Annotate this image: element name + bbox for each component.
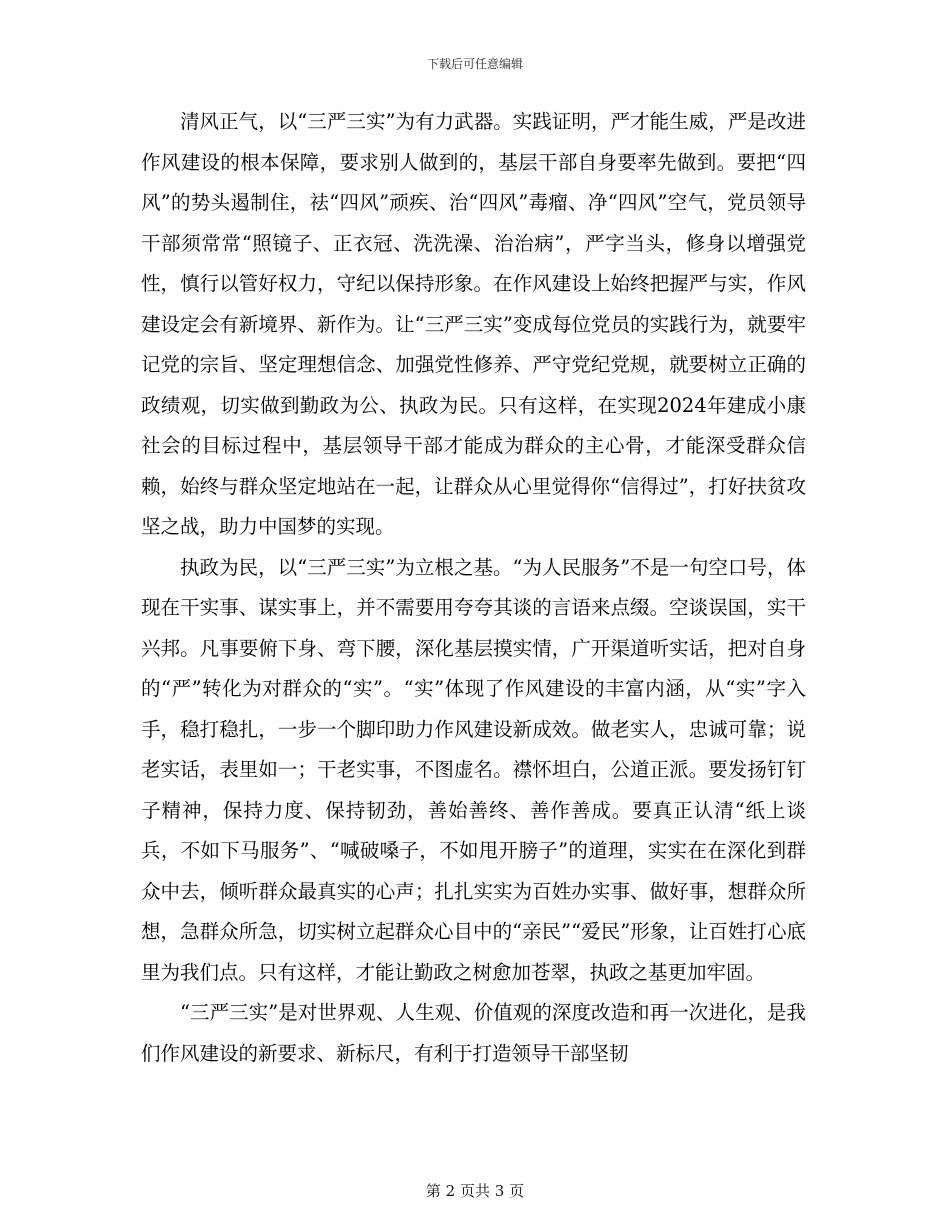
paragraph-1: 清风正气，以“三严三实”为有力武器。实践证明，严才能生威，严是改进作风建设的根本保障，要求别人做到的，基层干部自身要率先做到。要把“四风”的势头遏制住，祛“四风”顽疾、治“四风”毒瘤、净“四风”空气，党员领导干部须常常“照镜子、正衣冠、洗洗澡、治治病”，严字当头，修身以增强党性，慎行以管好权力，守纪以保持形象。在作风建设上始终把握严与实，作风建设定会有新境界、新作为。让“三严三实”变成每位党员的实践行为，就要牢记党的宗旨、坚定理想信念、加强党性修养、严守党纪党规，就要树立正确的政绩观，切实做到勤政为公、执政为民。只有这样，在实现2024年建成小康社会的目标过程中，基层领导干部才能成为群众的主心骨，才能深受群众信赖，始终与群众坚定地站在一起，让群众从心里觉得你“信得过”，打好扶贫攻坚之战，助力中国梦的实现。 bbox=[141, 110, 806, 538]
body-text bbox=[141, 102, 806, 1074]
page-header: 下载后可任意编辑 bbox=[426, 57, 523, 71]
page-footer: 第 2 页共 3 页 bbox=[425, 1182, 525, 1200]
paragraph-3: “三严三实”是对世界观、人生观、价值观的深度改造和再一次进化，是我们作风建设的新要求、新标尺，有利于打造领导干部坚韧 bbox=[141, 1001, 806, 1065]
paragraph-2: 执政为民，以“三严三实”为立根之基。“为人民服务”不是一句空口号，体现在干实事、谋实事上，并不需要用夸夸其谈的言语来点缀。空谈误国，实干兴邦。凡事要俯下身、弯下腰，深化基层摸实情，广开渠道听实话，把对自身的“严”转化为对群众的“实”。“实”体现了作风建设的丰富内涵，从“实”字入手，稳打稳扎，一步一个脚印助力作风建设新成效。做老实人，忠诚可靠；说老实话，表里如一；干老实事，不图虚名。襟怀坦白，公道正派。要发扬钉钉子精神，保持力度、保持韧劲，善始善终、善作善成。要真正认清“纸上谈兵，不如下马服务”、“喊破嗓子，不如甩开膀子”的道理，实实在在深化到群众中去，倾听群众最真实的心声；扎扎实实为百姓办实事、做好事，想群众所想，急群众所急，切实树立起群众心目中的“亲民”“爱民”形象，让百姓打心底里为我们点。只有这样，才能让勤政之树愈加苍翠，执政之基更加牢固。 bbox=[141, 555, 806, 984]
